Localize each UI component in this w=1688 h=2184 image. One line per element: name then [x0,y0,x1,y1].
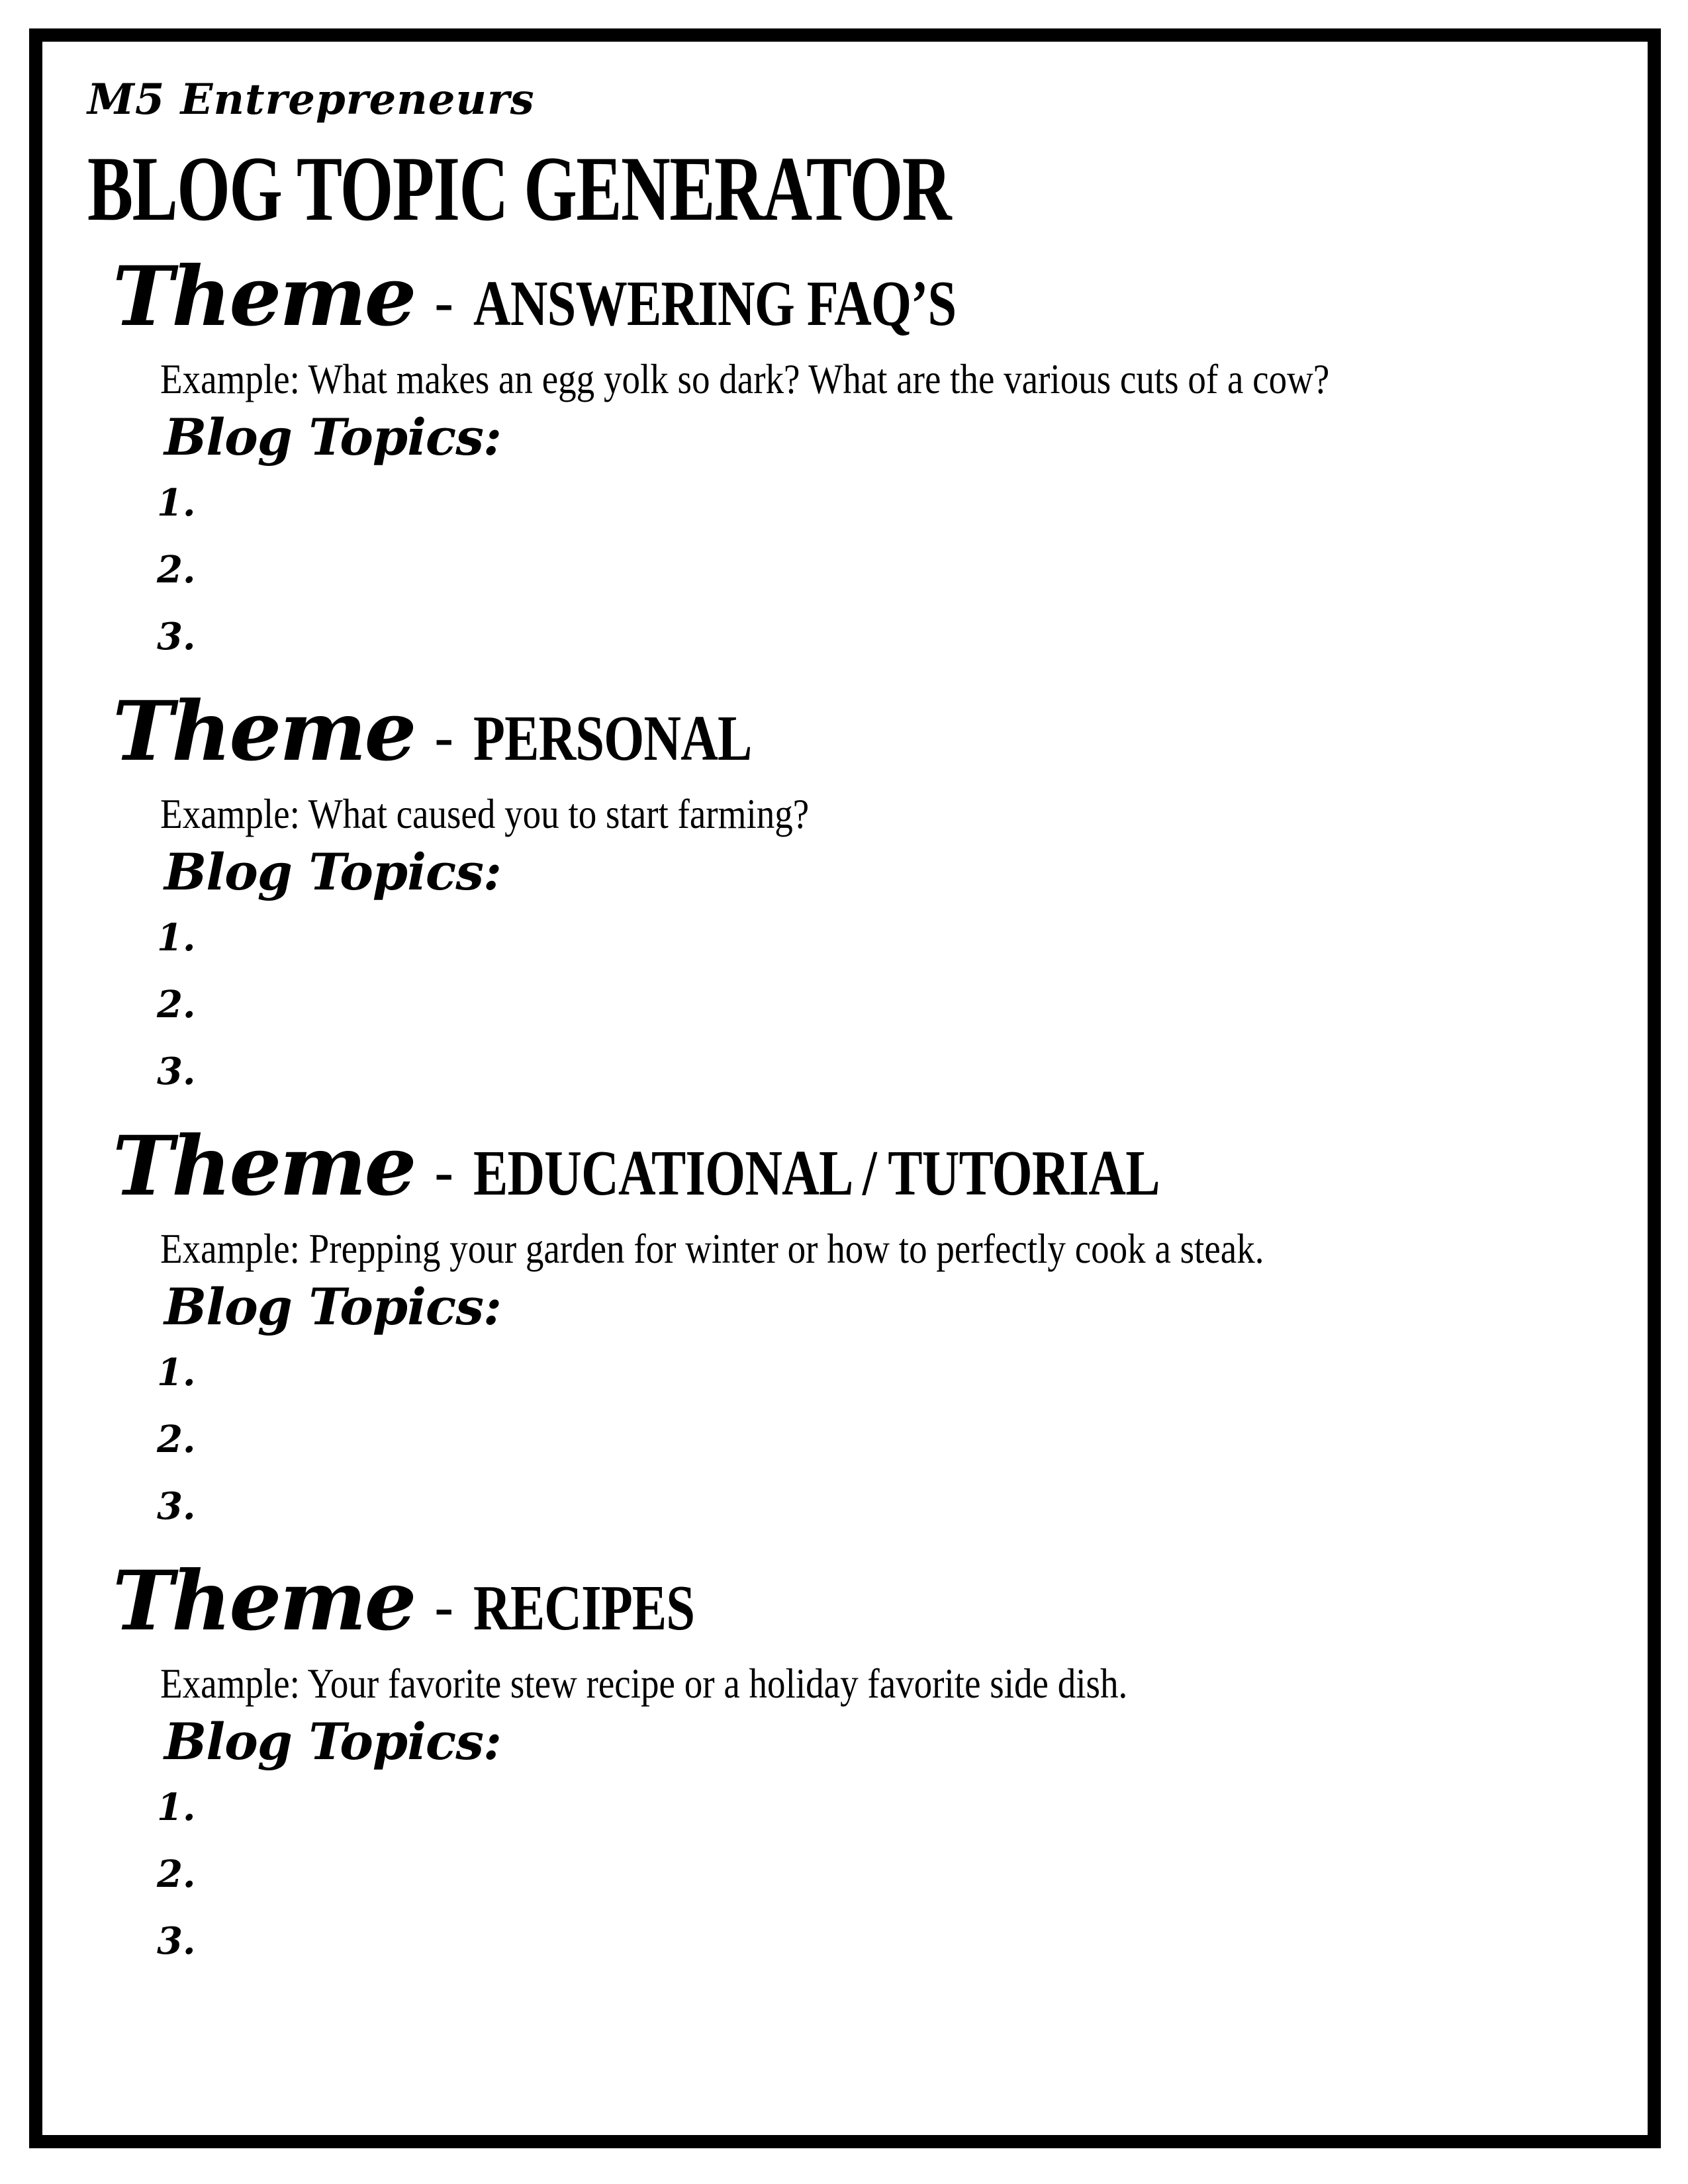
topic-line: 3. [157,1050,196,1094]
topic-line: 3. [157,615,196,659]
topic-line: 1. [157,1786,196,1830]
example-text: Example: What makes an egg yolk so dark? What are the various cuts of a cow? [160,355,1330,402]
theme-heading-row [113,1120,1603,1214]
theme-heading-row [113,250,1603,345]
theme-name: ANSWERING FAQ’S [473,268,957,340]
topic-line: 2. [157,983,196,1027]
example-text: Example: Your favorite stew recipe or a holiday favorite side dish. [160,1659,1128,1707]
theme-separator-dash: - [434,1574,454,1639]
brand-script-text: M5 Entrepreneurs [87,75,535,124]
theme-section-educational-tutorial [87,1118,1603,1529]
topic-line: 2. [157,548,196,592]
topic-line: 2. [157,1852,196,1897]
topic-list [157,1786,1603,1964]
theme-script-label: Theme [113,684,415,780]
topic-list [157,1351,1603,1529]
theme-separator-dash: - [434,270,454,334]
blog-topics-label: Blog Topics: [164,842,502,901]
theme-name: PERSONAL [473,703,752,775]
topic-list [157,916,1603,1094]
topic-line: 3. [157,1919,196,1964]
topic-line: 1. [157,1351,196,1395]
example-row [87,1214,1603,1272]
topic-list [157,481,1603,659]
example-text: Example: What caused you to start farming? [160,790,810,837]
theme-section-answering-faqs [87,249,1603,659]
theme-script-label: Theme [113,1118,415,1215]
theme-script-label: Theme [113,249,415,345]
theme-name: RECIPES [473,1572,695,1645]
theme-separator-dash: - [434,1140,454,1204]
example-row [87,1649,1603,1707]
theme-name: EDUCATIONAL / TUTORIAL [473,1138,1160,1210]
theme-heading-row [113,685,1603,780]
blog-topics-label: Blog Topics: [164,1277,502,1336]
theme-section-recipes [87,1553,1603,1964]
topic-line: 3. [157,1484,196,1529]
page-title: BLOG TOPIC GENERATOR [87,138,951,241]
topic-line: 1. [157,481,196,525]
topic-line: 2. [157,1418,196,1462]
blog-topics-label: Blog Topics: [164,407,502,467]
example-text: Example: Prepping your garden for winter or how to perfectly cook a steak. [160,1224,1264,1272]
theme-script-label: Theme [113,1553,415,1650]
theme-separator-dash: - [434,705,454,769]
theme-heading-row [113,1555,1603,1649]
theme-section-personal [87,684,1603,1094]
example-row [87,345,1603,402]
topic-line: 1. [157,916,196,960]
page-content [87,77,1603,1989]
example-row [87,780,1603,837]
blog-topics-label: Blog Topics: [164,1711,502,1771]
